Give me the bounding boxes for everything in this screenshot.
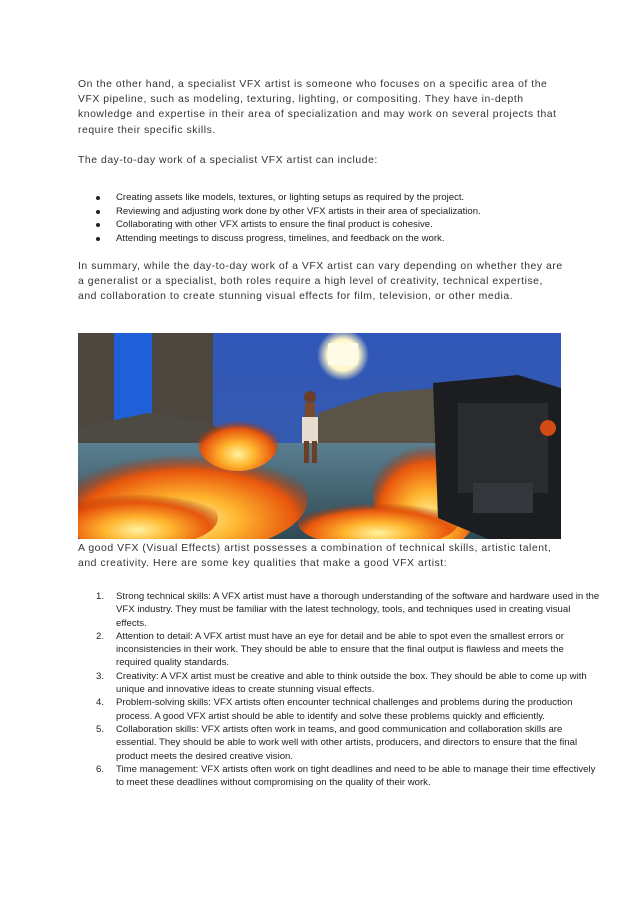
list-item: Reviewing and adjusting work done by other VFX artists in their area of specialization. xyxy=(116,205,606,219)
list-item-text: Strong technical skills: A VFX artist must have a thorough understanding of the software and hardware used in the VFX industry. They must be familiar with the latest technology, tools, and techniques used in creating visual effects. xyxy=(116,591,600,629)
qualities-list xyxy=(78,590,600,789)
list-number: 1. xyxy=(96,591,105,602)
list-item xyxy=(96,670,600,697)
summary-paragraph: In summary, while the day-to-day work of a VFX artist can vary depending on whether they are a generalist or a specialist, both roles require a high level of creativity, technical expertise, and collaboration to create stunning visual effects for film, television, or other media. xyxy=(78,261,563,303)
list-item xyxy=(96,763,600,790)
list-item: Creating assets like models, textures, or lighting setups as required by the project. xyxy=(116,191,606,205)
list-item-text: Creativity: A VFX artist must be creative and able to think outside the box. They should be able to come up with unique and innovative ideas to create stunning visual effects. xyxy=(116,670,587,696)
qualities-intro: A good VFX (Visual Effects) artist possesses a combination of technical skills, artistic talent, and creativity. Here are some key qualities that make a good VFX artist: xyxy=(78,543,552,570)
list-item xyxy=(96,696,600,723)
list-item: Collaborating with other VFX artists to ensure the final product is cohesive. xyxy=(116,218,606,232)
list-item xyxy=(96,630,600,670)
list-number: 4. xyxy=(96,697,105,709)
list-item xyxy=(96,590,600,630)
list-number: 2. xyxy=(96,630,105,642)
list-number: 3. xyxy=(96,670,105,682)
daily-tasks-list xyxy=(78,191,606,245)
vfx-set-photo xyxy=(78,333,561,539)
list-item-text: Time management: VFX artists often work on tight deadlines and need to be able to manage their time effectively to meet these deadlines without compromising on the quality of their work. xyxy=(116,763,596,789)
daily-work-intro: The day-to-day work of a specialist VFX artist can include: xyxy=(78,155,378,166)
list-item-text: Collaboration skills: VFX artists often work in teams, and good communication and collaboration skills are essential. They should be able to work well with other artists, producers, and directors to ensure that the final product meets the desired creative vision. xyxy=(116,723,578,762)
list-number: 6. xyxy=(96,763,105,775)
list-item xyxy=(96,723,600,763)
list-item: Attending meetings to discuss progress, timelines, and feedback on the work. xyxy=(116,232,606,246)
list-item-text: Attention to detail: A VFX artist must have an eye for detail and be able to spot even the smallest errors or inconsistencies in their work. They should be able to ensure that the final output is flawless and meets the required quality standards. xyxy=(116,630,564,669)
intro-paragraph: On the other hand, a specialist VFX artist is someone who focuses on a specific area of the VFX pipeline, such as modeling, texturing, lighting, or compositing. They have in-depth knowledge and expertise in their area of specialization and may work on several projects that require their specific skills. xyxy=(78,79,557,136)
list-number: 5. xyxy=(96,723,105,735)
list-item-text: Problem-solving skills: VFX artists often encounter technical challenges and problems during the production process. A good VFX artist should be able to identify and solve these problems quickly and efficiently. xyxy=(116,697,573,722)
